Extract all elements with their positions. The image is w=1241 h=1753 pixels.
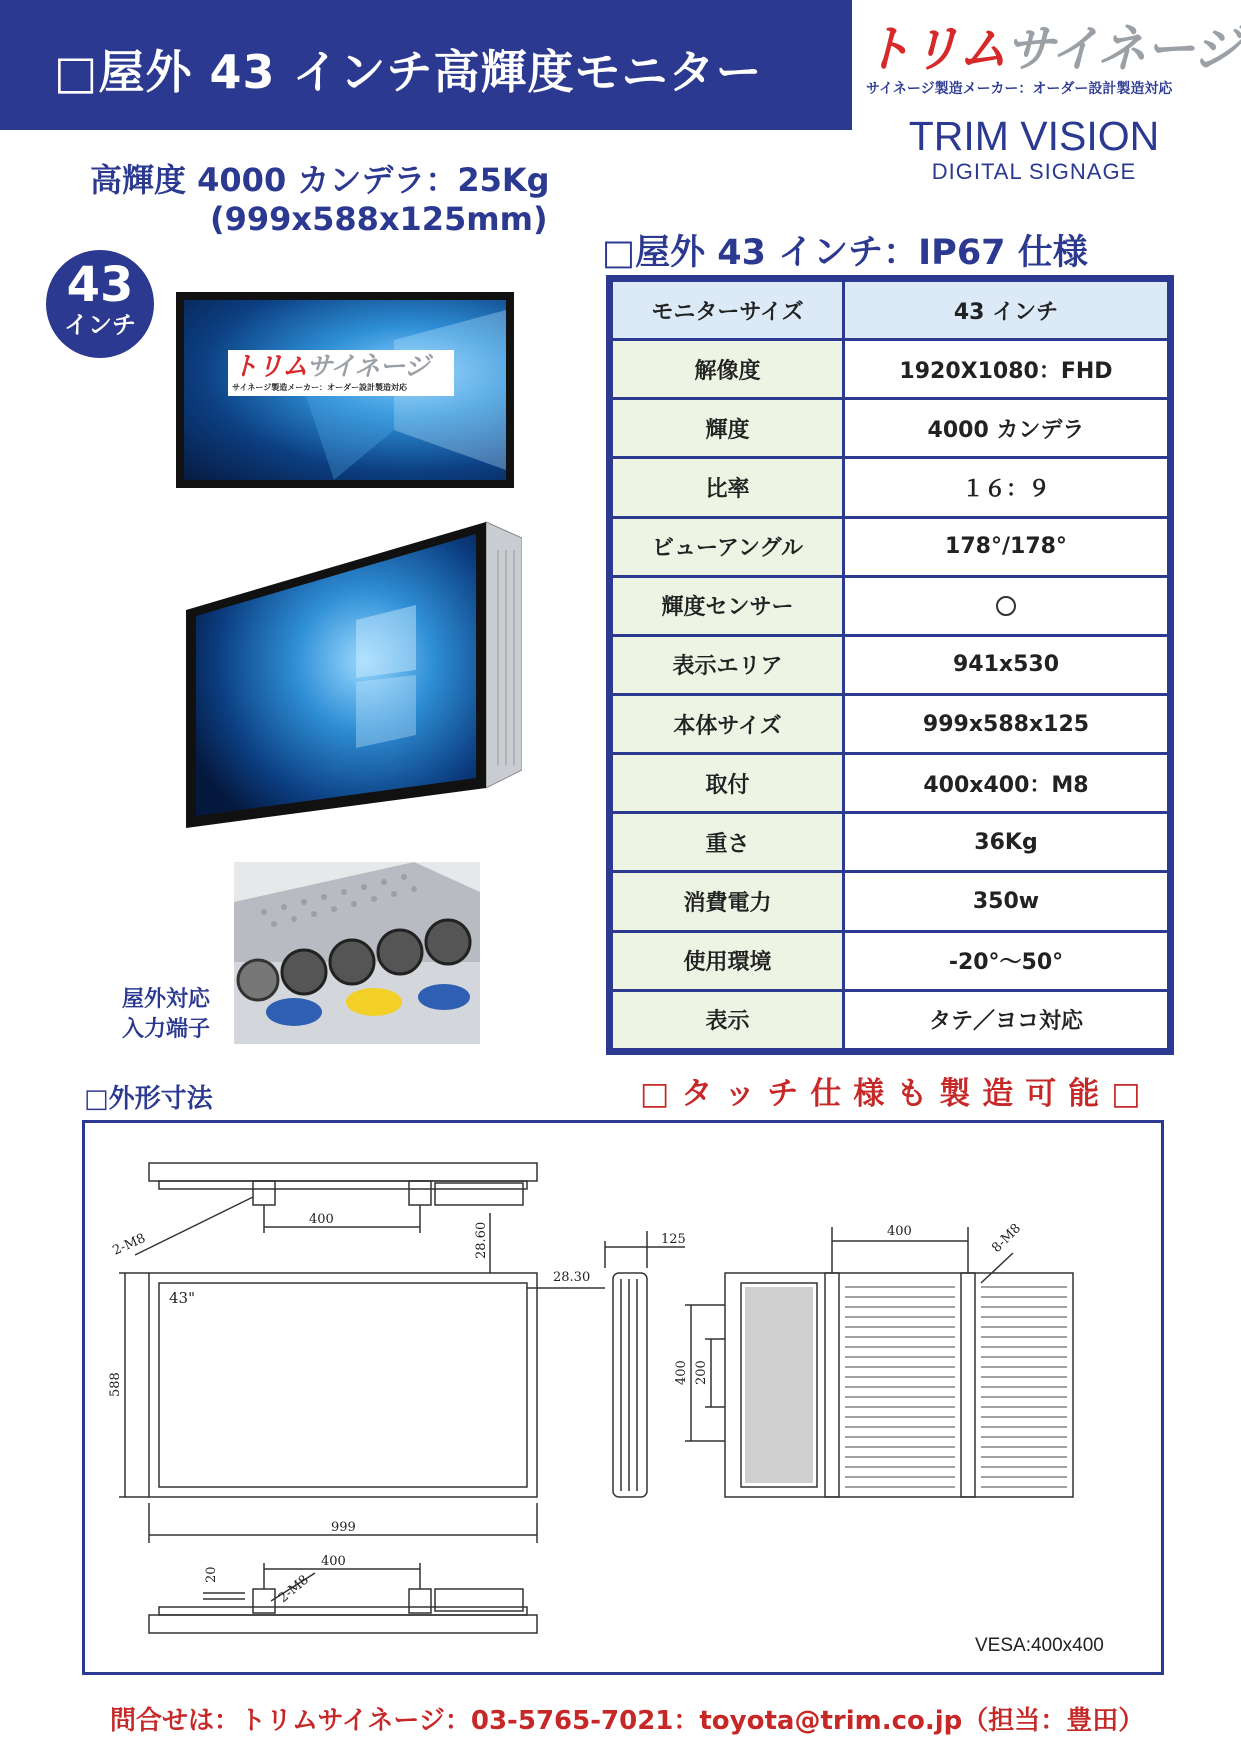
dim-front-588: 588 [108, 1372, 123, 1397]
spec-label: 消費電力 [612, 872, 844, 931]
brand-block [898, 113, 1170, 185]
dim-side-2830: 28.30 [553, 1270, 591, 1285]
terminal-label-line-1: 屋外対応 [122, 987, 211, 1012]
spec-row [612, 340, 1169, 399]
spec-value: -20°～50° [844, 931, 1169, 990]
spec-value: 350w [844, 872, 1169, 931]
spec-table [606, 275, 1174, 1055]
size-badge [46, 250, 154, 358]
terminal-photo [234, 862, 480, 1044]
monitor-front-image [176, 292, 514, 488]
company-logo [862, 20, 1240, 98]
dim-top-400: 400 [309, 1212, 334, 1227]
summary-line-2: (999x588x125mm) [210, 200, 548, 238]
spec-row [612, 635, 1169, 694]
header-bar [0, 0, 852, 130]
dim-top-2m8: 2-M8 [110, 1231, 148, 1259]
vesa-label: VESA:400x400 [975, 1635, 1104, 1656]
touch-note: □タッチ仕様も製造可能□ [640, 1076, 1153, 1112]
summary-line-1: 高輝度 4000 カンデラ：25Kg [90, 161, 550, 199]
screen-logo [228, 350, 454, 396]
spec-value: 400x400：M8 [844, 754, 1169, 813]
spec-value: 999x588x125 [844, 694, 1169, 753]
spec-label: 本体サイズ [612, 694, 844, 753]
dim-back-400-left: 400 [674, 1360, 689, 1385]
dim-bottom-400: 400 [321, 1554, 346, 1569]
spec-table-title: □屋外 43 インチ：IP67 仕様 [602, 233, 1088, 273]
spec-label: 表示エリア [612, 635, 844, 694]
back-fins [845, 1287, 1067, 1487]
spec-row [612, 399, 1169, 458]
dim-side-125: 125 [661, 1232, 686, 1247]
size-badge-unit: インチ [64, 311, 136, 339]
spec-row [612, 872, 1169, 931]
screen-logo-gray: サイネージ [306, 352, 429, 382]
logo-tagline: サイネージ製造メーカー：オーダー設計製造対応 [866, 81, 1173, 97]
dim-bottom-20: 20 [204, 1566, 219, 1583]
monitor-screen [184, 300, 506, 480]
spec-value: 43 インチ [844, 281, 1169, 340]
dimensions-title: □外形寸法 [84, 1084, 213, 1114]
terminal-label-line-2: 入力端子 [122, 1017, 211, 1042]
logo-wordmark-gray: サイネージ [1005, 20, 1240, 78]
monitor-angle-image [186, 520, 522, 830]
brand-subtitle: DIGITAL SIGNAGE [931, 159, 1137, 184]
spec-row [612, 990, 1169, 1049]
spec-label: モニターサイズ [612, 281, 844, 340]
size-badge-number: 43 [66, 257, 134, 313]
spec-value: タテ／ヨコ対応 [844, 990, 1169, 1049]
spec-value: 36Kg [844, 813, 1169, 872]
brand-name: TRIM VISION [908, 113, 1160, 159]
spec-row [612, 754, 1169, 813]
spec-label: 比率 [612, 458, 844, 517]
terminal-label [122, 985, 210, 1045]
screen-logo-tagline: サイネージ製造メーカー：オーダー設計製造対応 [232, 383, 408, 392]
dim-top-2860: 28.60 [474, 1221, 489, 1259]
spec-row [612, 517, 1169, 576]
spec-label: 取付 [612, 754, 844, 813]
dim-back-400-top: 400 [887, 1224, 912, 1239]
spec-row [612, 931, 1169, 990]
logo-wordmark-red: トリム [862, 20, 1005, 78]
spec-row [612, 694, 1169, 753]
logo-wordmark [862, 20, 1240, 78]
screen-logo-red: トリム [232, 352, 307, 382]
screen-logo-wordmark [232, 352, 450, 382]
contact-footer: 問合せは：トリムサイネージ：03-5765-7021：toyota@trim.co.jp（担当：豊田） [110, 1706, 1145, 1736]
spec-label: 輝度センサー [612, 576, 844, 635]
dim-back-8m8: 8-M8 [989, 1221, 1025, 1256]
dim-bottom-2m8: 2-M8 [275, 1572, 312, 1607]
spec-row [612, 281, 1169, 340]
spec-row [612, 458, 1169, 517]
dimension-drawing [82, 1120, 1164, 1675]
spec-label: 輝度 [612, 399, 844, 458]
spec-value: 941x530 [844, 635, 1169, 694]
spec-value: １６：９ [844, 458, 1169, 517]
spec-value: 178°/178° [844, 517, 1169, 576]
spec-label: 解像度 [612, 340, 844, 399]
dim-front-999: 999 [331, 1520, 356, 1535]
spec-value: 1920X1080：FHD [844, 340, 1169, 399]
spec-label: ビューアングル [612, 517, 844, 576]
spec-label: 使用環境 [612, 931, 844, 990]
dim-front-43: 43" [169, 1289, 195, 1307]
spec-value: 4000 カンデラ [844, 399, 1169, 458]
spec-label: 重さ [612, 813, 844, 872]
drawing-svg [85, 1123, 1161, 1672]
spec-label: 表示 [612, 990, 844, 1049]
back-vent-grid [745, 1287, 813, 1483]
page-title: □屋外 43 インチ高輝度モニター [54, 45, 763, 99]
spec-row [612, 813, 1169, 872]
spec-value [844, 576, 1169, 635]
dim-back-200: 200 [694, 1360, 709, 1385]
circle-mark-icon [996, 596, 1016, 616]
spec-row [612, 576, 1169, 635]
